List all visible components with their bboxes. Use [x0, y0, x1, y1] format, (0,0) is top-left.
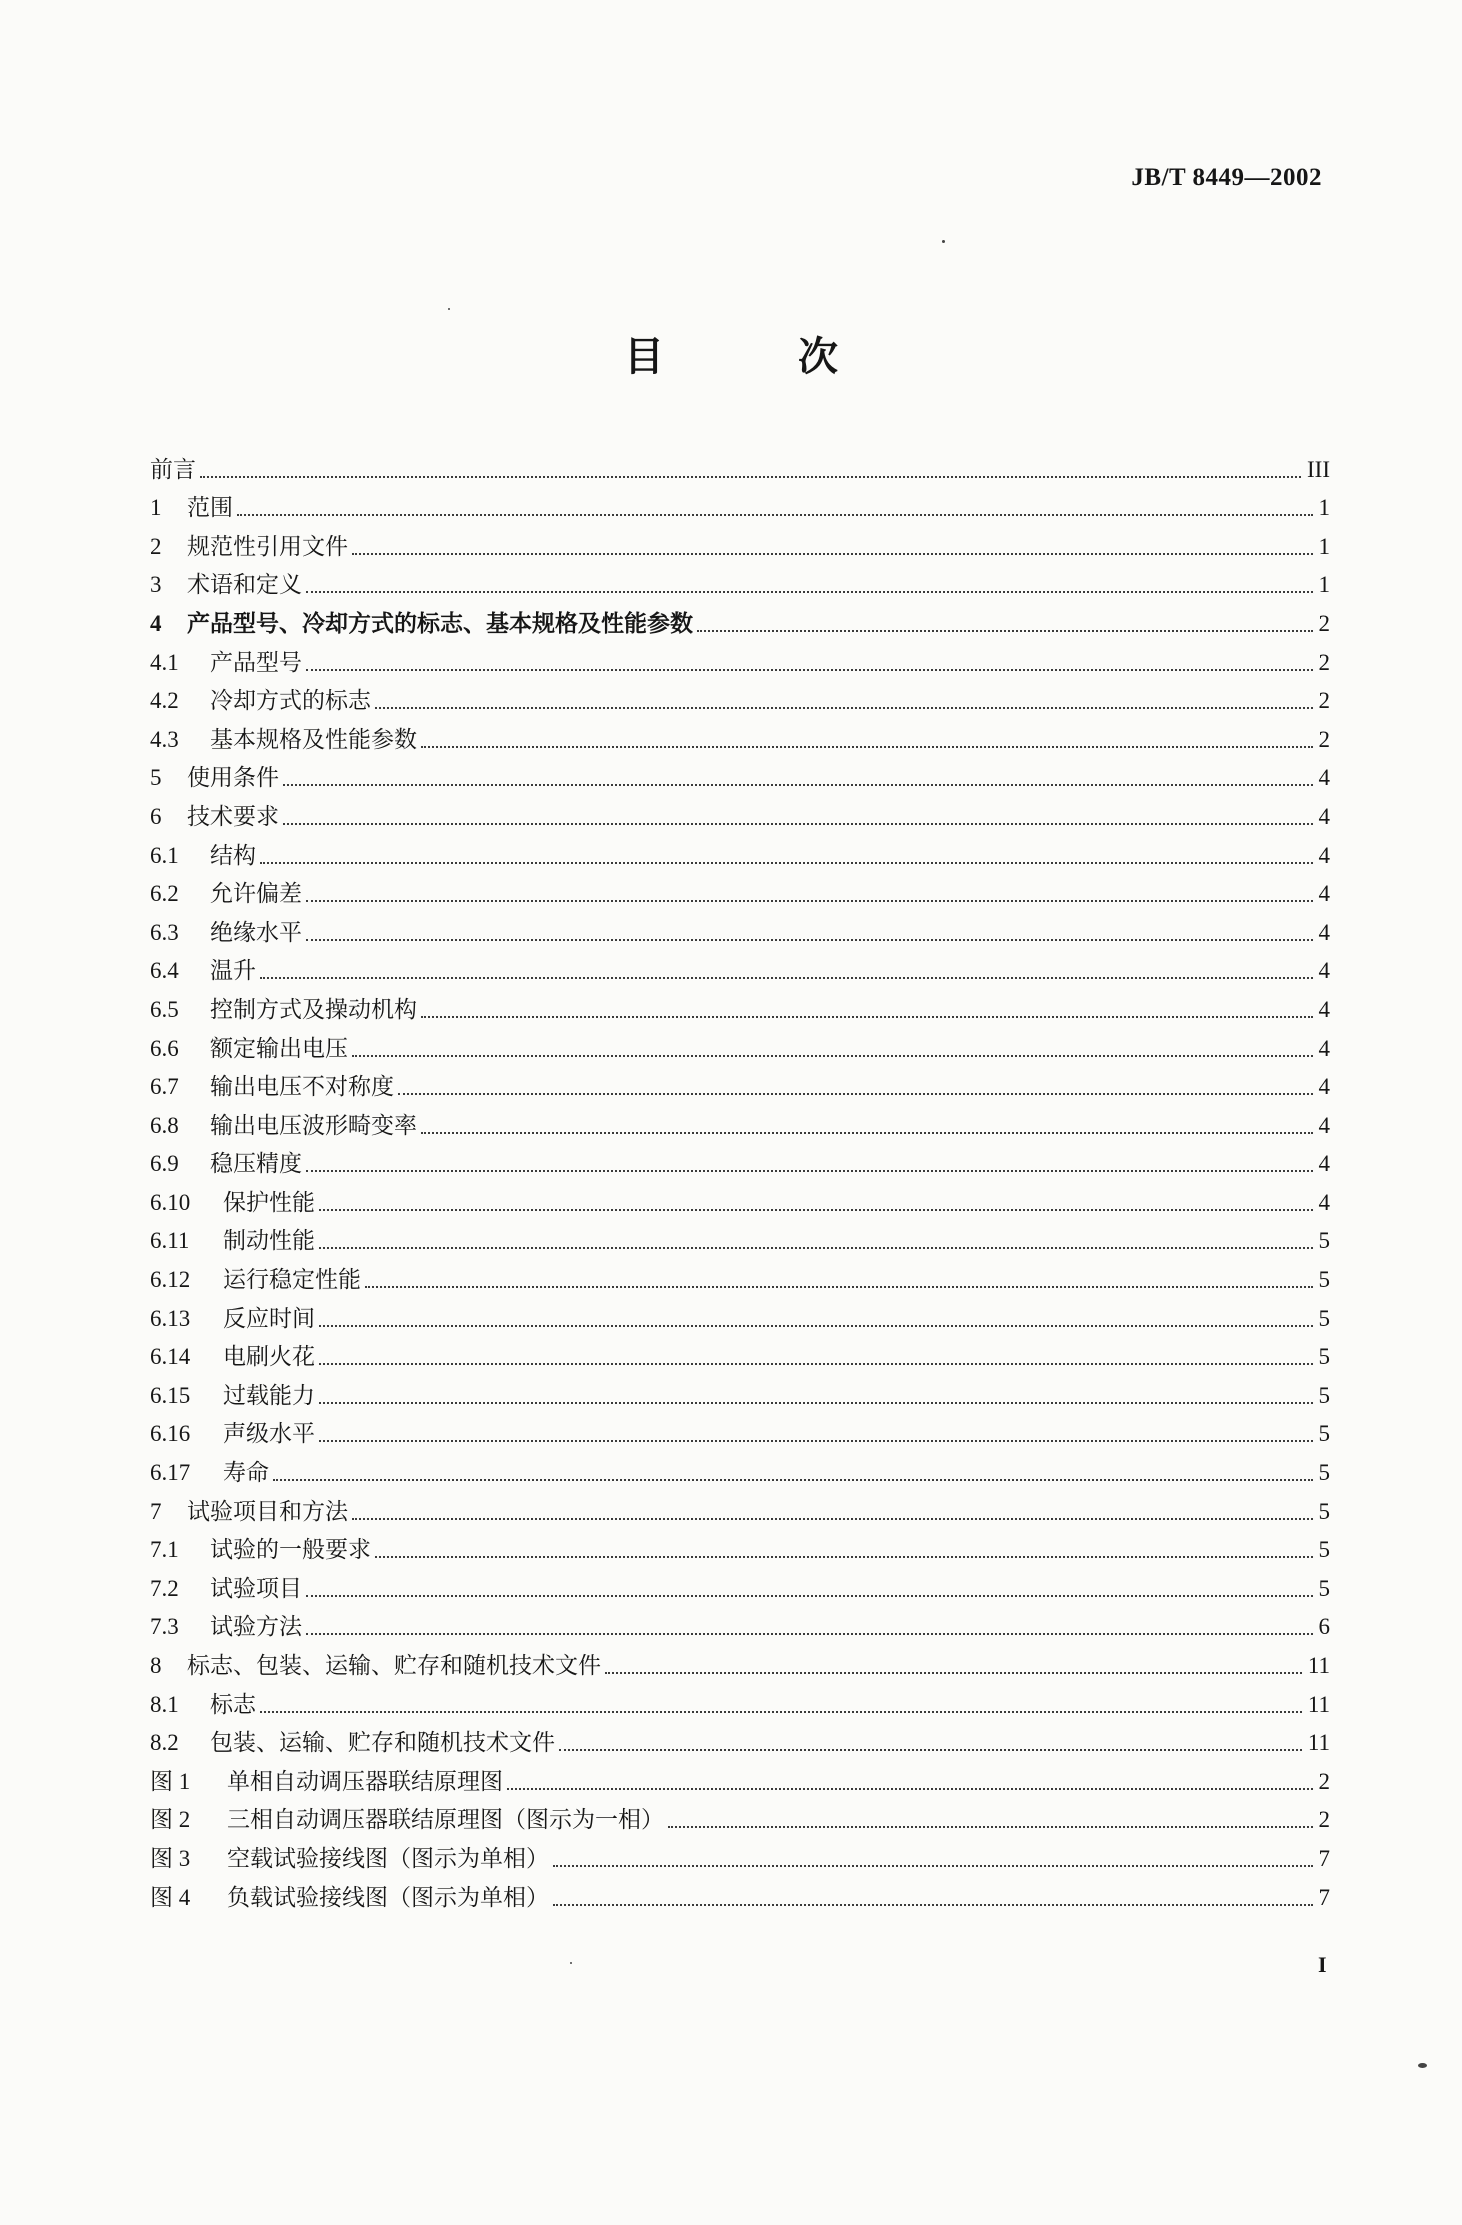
toc-entry-number: 8.2 — [150, 1730, 179, 1756]
document-code: JB/T 8449—2002 — [1131, 164, 1322, 191]
toc-entry-page: 5 — [1318, 1382, 1330, 1408]
toc-leader-dots — [273, 1479, 1313, 1481]
toc-entry-title: 术语和定义 — [187, 572, 302, 599]
toc-entry-number: 8.1 — [150, 1691, 179, 1717]
toc-leader-dots — [306, 669, 1313, 671]
toc-leader-dots — [421, 746, 1313, 748]
toc-entry-title: 规范性引用文件 — [187, 533, 348, 560]
toc-entry-page: 4 — [1318, 803, 1330, 829]
toc-entry-title: 控制方式及操动机构 — [210, 996, 417, 1023]
toc-leader-dots — [507, 1788, 1313, 1790]
toc-entry-title: 技术要求 — [187, 803, 279, 830]
toc-entry-title: 允许偏差 — [210, 881, 302, 908]
toc-entry-page: 5 — [1318, 1537, 1330, 1563]
toc-entry[interactable] — [150, 986, 1330, 1025]
toc-leader-dots — [375, 707, 1313, 709]
toc-entry-number: 7 — [150, 1498, 162, 1524]
page-number: I — [1318, 1952, 1327, 1977]
toc-entry-number: 图 3 — [150, 1845, 191, 1871]
toc-entry-number: 6.15 — [150, 1382, 191, 1408]
toc-entry[interactable] — [150, 639, 1330, 678]
toc-entry-title: 电刷火花 — [223, 1344, 315, 1371]
toc-entry-title: 绝缘水平 — [210, 919, 302, 946]
toc-entry[interactable] — [150, 1720, 1330, 1759]
toc-entry-number: 4.3 — [150, 726, 179, 752]
toc-entry[interactable] — [150, 1642, 1330, 1681]
scan-speck — [570, 1962, 572, 1964]
toc-entry-title: 制动性能 — [223, 1228, 315, 1255]
toc-leader-dots — [237, 514, 1313, 516]
toc-entry-page: 11 — [1307, 1691, 1330, 1717]
toc-entry-number: 6.10 — [150, 1189, 191, 1215]
toc-entry-number: 6.14 — [150, 1344, 191, 1370]
toc-entry-page: 4 — [1318, 881, 1330, 907]
toc-entry-page: 11 — [1307, 1730, 1330, 1756]
toc-entry[interactable] — [150, 1604, 1330, 1643]
toc-leader-dots — [283, 784, 1313, 786]
toc-entry-number: 7.1 — [150, 1537, 179, 1563]
toc-entry[interactable] — [150, 1372, 1330, 1411]
toc-entry-page: 6 — [1318, 1614, 1330, 1640]
scan-speck — [448, 308, 450, 310]
toc-leader-dots — [306, 900, 1313, 902]
toc-entry-title: 试验方法 — [210, 1614, 302, 1641]
toc-entry-number: 6.5 — [150, 996, 179, 1022]
toc-entry-title: 反应时间 — [223, 1305, 315, 1332]
toc-entry-title: 过载能力 — [223, 1382, 315, 1409]
toc-entry-number: 6.16 — [150, 1421, 191, 1447]
toc-entry-number: 4 — [150, 610, 162, 636]
toc-entry[interactable] — [150, 1334, 1330, 1373]
toc-entry-page: 4 — [1318, 842, 1330, 868]
toc-entry[interactable] — [150, 1835, 1330, 1874]
toc-entry-number: 6.12 — [150, 1267, 191, 1293]
toc-entry[interactable] — [150, 1874, 1330, 1913]
toc-entry-title: 冷却方式的标志 — [210, 688, 371, 715]
toc-leader-dots — [306, 1595, 1313, 1597]
toc-entry-page: 5 — [1318, 1421, 1330, 1447]
toc-entry-title: 保护性能 — [223, 1189, 315, 1216]
toc-entry-number: 6.11 — [150, 1228, 190, 1254]
toc-entry-page: 4 — [1318, 1151, 1330, 1177]
toc-entry-number: 4.1 — [150, 649, 179, 675]
toc-entry-page: 1 — [1318, 572, 1330, 598]
toc-entry-page: 4 — [1318, 958, 1330, 984]
toc-entry-page: 4 — [1318, 996, 1330, 1022]
table-of-contents — [150, 446, 1330, 1913]
toc-entry-page: 5 — [1318, 1305, 1330, 1331]
toc-entry[interactable] — [150, 600, 1330, 639]
toc-entry-number: 5 — [150, 765, 162, 791]
toc-entry-number: 6.17 — [150, 1460, 191, 1486]
toc-entry[interactable] — [150, 1488, 1330, 1527]
toc-entry-number: 6.3 — [150, 919, 179, 945]
toc-entry-number: 6.1 — [150, 842, 179, 868]
toc-leader-dots — [352, 1055, 1313, 1057]
toc-leader-dots — [421, 1132, 1313, 1134]
toc-entry-title: 单相自动调压器联结原理图 — [227, 1768, 503, 1795]
toc-entry-number: 7.2 — [150, 1575, 179, 1601]
toc-entry-page: 4 — [1318, 1074, 1330, 1100]
toc-entry-page: 2 — [1318, 726, 1330, 752]
toc-entry-title: 负载试验接线图（图示为单相） — [227, 1884, 549, 1911]
toc-entry-page: 2 — [1318, 649, 1330, 675]
toc-leader-dots — [319, 1440, 1313, 1442]
toc-entry-page: 5 — [1318, 1267, 1330, 1293]
toc-entry-title: 运行稳定性能 — [223, 1267, 361, 1294]
toc-entry-page: 4 — [1318, 1112, 1330, 1138]
toc-entry[interactable] — [150, 832, 1330, 871]
toc-entry[interactable] — [150, 1256, 1330, 1295]
toc-leader-dots — [319, 1247, 1313, 1249]
toc-entry-number: 6.6 — [150, 1035, 179, 1061]
toc-entry-page: 5 — [1318, 1344, 1330, 1370]
toc-entry-page: 2 — [1318, 688, 1330, 714]
toc-entry[interactable] — [150, 948, 1330, 987]
toc-entry-page: 2 — [1318, 1768, 1330, 1794]
toc-entry[interactable] — [150, 1218, 1330, 1257]
toc-entry-number: 6.13 — [150, 1305, 191, 1331]
toc-entry-page: 7 — [1318, 1845, 1330, 1871]
toc-entry-number: 6.7 — [150, 1074, 179, 1100]
toc-entry-title: 寿命 — [223, 1460, 269, 1487]
toc-entry-number: 7.3 — [150, 1614, 179, 1640]
toc-leader-dots — [553, 1865, 1313, 1867]
toc-entry[interactable] — [150, 678, 1330, 717]
toc-entry[interactable] — [150, 1527, 1330, 1566]
toc-entry[interactable] — [150, 716, 1330, 755]
toc-entry[interactable] — [150, 793, 1330, 832]
toc-entry[interactable] — [150, 1681, 1330, 1720]
toc-entry-number: 6.2 — [150, 881, 179, 907]
toc-leader-dots — [319, 1325, 1313, 1327]
toc-entry[interactable] — [150, 909, 1330, 948]
toc-entry-page: 2 — [1318, 610, 1330, 636]
toc-entry[interactable] — [150, 755, 1330, 794]
toc-entry-number: 图 2 — [150, 1807, 191, 1833]
toc-entry[interactable] — [150, 1411, 1330, 1450]
toc-entry-page: 4 — [1318, 1189, 1330, 1215]
toc-leader-dots — [306, 591, 1313, 593]
toc-leader-dots — [283, 823, 1313, 825]
toc-leader-dots — [306, 1170, 1313, 1172]
toc-leader-dots — [559, 1749, 1302, 1751]
toc-entry[interactable] — [150, 485, 1330, 524]
toc-title: 目 次 — [624, 334, 898, 380]
toc-entry-title: 输出电压不对称度 — [210, 1074, 394, 1101]
toc-leader-dots — [260, 862, 1313, 864]
toc-entry-title: 温升 — [210, 958, 256, 985]
toc-entry[interactable] — [150, 1064, 1330, 1103]
toc-entry-title: 空载试验接线图（图示为单相） — [227, 1845, 549, 1872]
toc-entry-title: 额定输出电压 — [210, 1035, 348, 1062]
toc-entry-page: 11 — [1307, 1653, 1330, 1678]
toc-entry-page: 5 — [1318, 1460, 1330, 1486]
toc-leader-dots — [352, 1518, 1313, 1520]
toc-entry[interactable] — [150, 1295, 1330, 1334]
toc-entry-title: 结构 — [210, 842, 256, 869]
toc-entry-title: 基本规格及性能参数 — [210, 726, 417, 753]
toc-entry[interactable] — [150, 523, 1330, 562]
toc-entry-title: 产品型号 — [210, 649, 302, 676]
toc-entry-title: 范围 — [187, 495, 233, 522]
toc-entry-title: 标志、包装、运输、贮存和随机技术文件 — [187, 1653, 601, 1679]
scan-speck — [942, 240, 945, 243]
toc-entry[interactable] — [150, 871, 1330, 910]
toc-leader-dots — [319, 1402, 1313, 1404]
toc-entry-number: 8 — [150, 1653, 162, 1678]
toc-entry-page: 7 — [1318, 1884, 1330, 1910]
toc-entry[interactable] — [150, 562, 1330, 601]
toc-leader-dots — [260, 1711, 1302, 1713]
toc-entry-page: III — [1307, 456, 1330, 482]
toc-entry-page: 5 — [1318, 1575, 1330, 1601]
toc-entry-number: 6.8 — [150, 1112, 179, 1138]
toc-entry-number: 6.4 — [150, 958, 179, 984]
toc-entry-number: 6.9 — [150, 1151, 179, 1177]
toc-leader-dots — [398, 1093, 1313, 1095]
toc-entry[interactable] — [150, 1141, 1330, 1180]
toc-entry[interactable] — [150, 1025, 1330, 1064]
toc-entry[interactable] — [150, 446, 1330, 485]
toc-entry-number: 图 4 — [150, 1884, 191, 1910]
toc-leader-dots — [553, 1904, 1313, 1906]
toc-entry-page: 4 — [1318, 1035, 1330, 1061]
toc-leader-dots — [260, 977, 1313, 979]
toc-entry[interactable] — [150, 1565, 1330, 1604]
toc-leader-dots — [365, 1286, 1313, 1288]
toc-entry-number: 图 1 — [150, 1768, 191, 1794]
toc-leader-dots — [200, 476, 1301, 478]
toc-leader-dots — [668, 1826, 1313, 1828]
toc-entry-title: 产品型号、冷却方式的标志、基本规格及性能参数 — [187, 609, 693, 637]
toc-entry-page: 2 — [1318, 1807, 1330, 1833]
toc-entry-title: 标志 — [210, 1691, 256, 1718]
toc-entry-number: 2 — [150, 533, 162, 559]
toc-entry-page: 4 — [1318, 919, 1330, 945]
toc-entry-title: 前言 — [150, 456, 196, 483]
toc-entry-number: 3 — [150, 572, 162, 598]
toc-leader-dots — [319, 1209, 1313, 1211]
toc-entry-title: 试验项目和方法 — [187, 1498, 348, 1525]
toc-entry-title: 使用条件 — [187, 765, 279, 792]
toc-entry-title: 输出电压波形畸变率 — [210, 1112, 417, 1139]
toc-entry-title: 稳压精度 — [210, 1151, 302, 1178]
toc-leader-dots — [697, 630, 1313, 632]
toc-entry-page: 5 — [1318, 1498, 1330, 1524]
toc-entry-title: 试验的一般要求 — [210, 1537, 371, 1564]
toc-leader-dots — [352, 553, 1313, 555]
toc-leader-dots — [605, 1672, 1302, 1674]
toc-entry[interactable] — [150, 1758, 1330, 1797]
toc-entry[interactable] — [150, 1102, 1330, 1141]
toc-entry-page: 4 — [1318, 765, 1330, 791]
toc-entry-page: 1 — [1318, 533, 1330, 559]
toc-entry-title: 声级水平 — [223, 1421, 315, 1448]
toc-leader-dots — [319, 1363, 1313, 1365]
toc-entry-number: 1 — [150, 495, 162, 521]
toc-entry-number: 4.2 — [150, 688, 179, 714]
toc-leader-dots — [306, 939, 1313, 941]
toc-entry[interactable] — [150, 1797, 1330, 1836]
toc-leader-dots — [375, 1556, 1313, 1558]
toc-entry-title: 试验项目 — [210, 1575, 302, 1602]
toc-leader-dots — [421, 1016, 1313, 1018]
toc-entry-page: 5 — [1318, 1228, 1330, 1254]
toc-entry[interactable] — [150, 1449, 1330, 1488]
toc-entry-title: 三相自动调压器联结原理图（图示为一相） — [227, 1807, 664, 1834]
scan-speck — [1418, 2063, 1427, 2068]
toc-leader-dots — [306, 1633, 1313, 1635]
toc-entry-number: 6 — [150, 803, 162, 829]
toc-entry-page: 1 — [1318, 495, 1330, 521]
toc-entry-title: 包装、运输、贮存和随机技术文件 — [210, 1730, 555, 1757]
toc-entry[interactable] — [150, 1179, 1330, 1218]
